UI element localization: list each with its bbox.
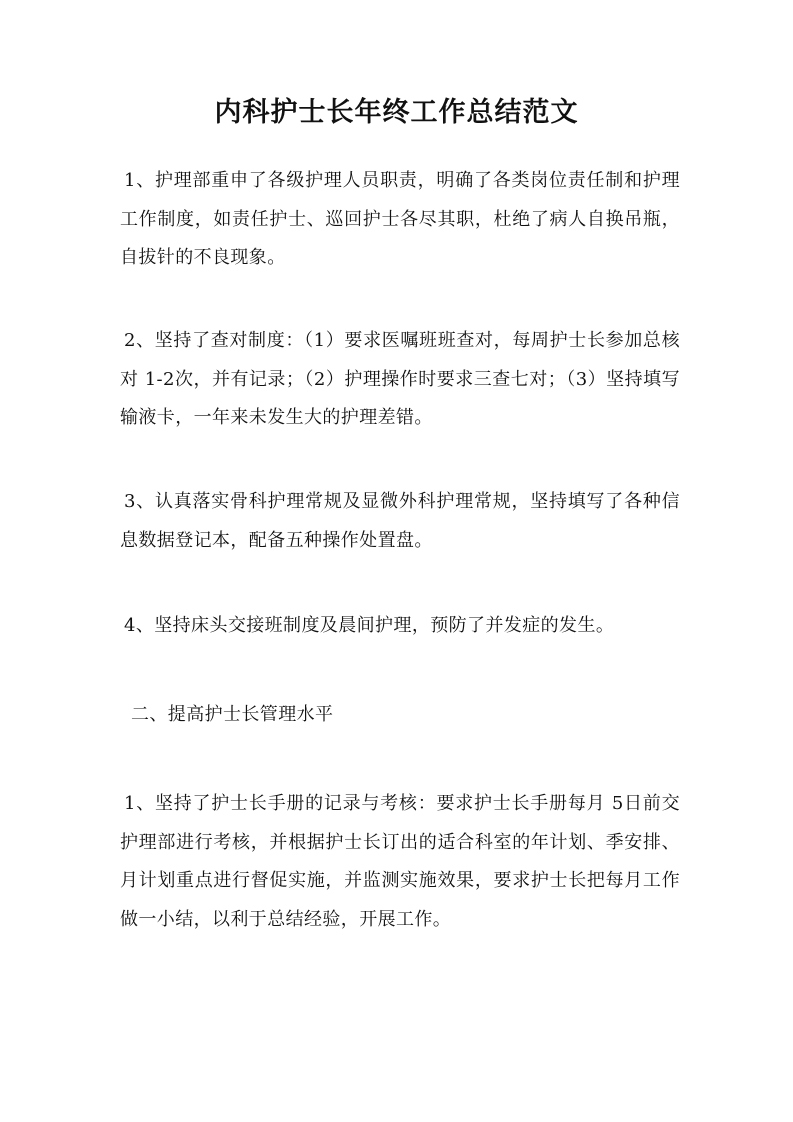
section-heading-management: 二、提高护士长管理水平 — [131, 704, 334, 725]
paragraph-responsibilities: 1、护理部重申了各级护理人员职责，明确了各类岗位责任制和护理工作制度，如责任护士、巡回护士各尽其职，杜绝了病人自换吊瓶，自拔针的不良现象。 — [120, 170, 680, 268]
paragraph-checking-system: 2、坚持了查对制度：（1）要求医嘱班班查对，每周护士长参加总核对 1-2次，并有记录；（2）护理操作时要求三查七对；（3）坚持填写输液卡，一年来未发生大的护理差错。 — [120, 330, 680, 428]
document-title: 内科护士长年终工作总结范文 — [214, 97, 579, 128]
paragraph-shift-handover: 4、坚持床头交接班制度及晨间护理，预防了并发症的发生。 — [124, 615, 615, 636]
paragraph-head-nurse-manual: 1、坚持了护士长手册的记录与考核：要求护士长手册每月 5日前交护理部进行考核，并根据护士长订出的适合科室的年计划、季安排、月计划重点进行督促实施，并监测实施效果，要求护士长把每月工作做一小结，以利于总结经验，开展工作。 — [120, 793, 680, 930]
paragraph-nursing-routines: 3、认真落实骨科护理常规及显微外科护理常规，坚持填写了各种信息数据登记本，配备五种操作处置盘。 — [120, 491, 680, 551]
